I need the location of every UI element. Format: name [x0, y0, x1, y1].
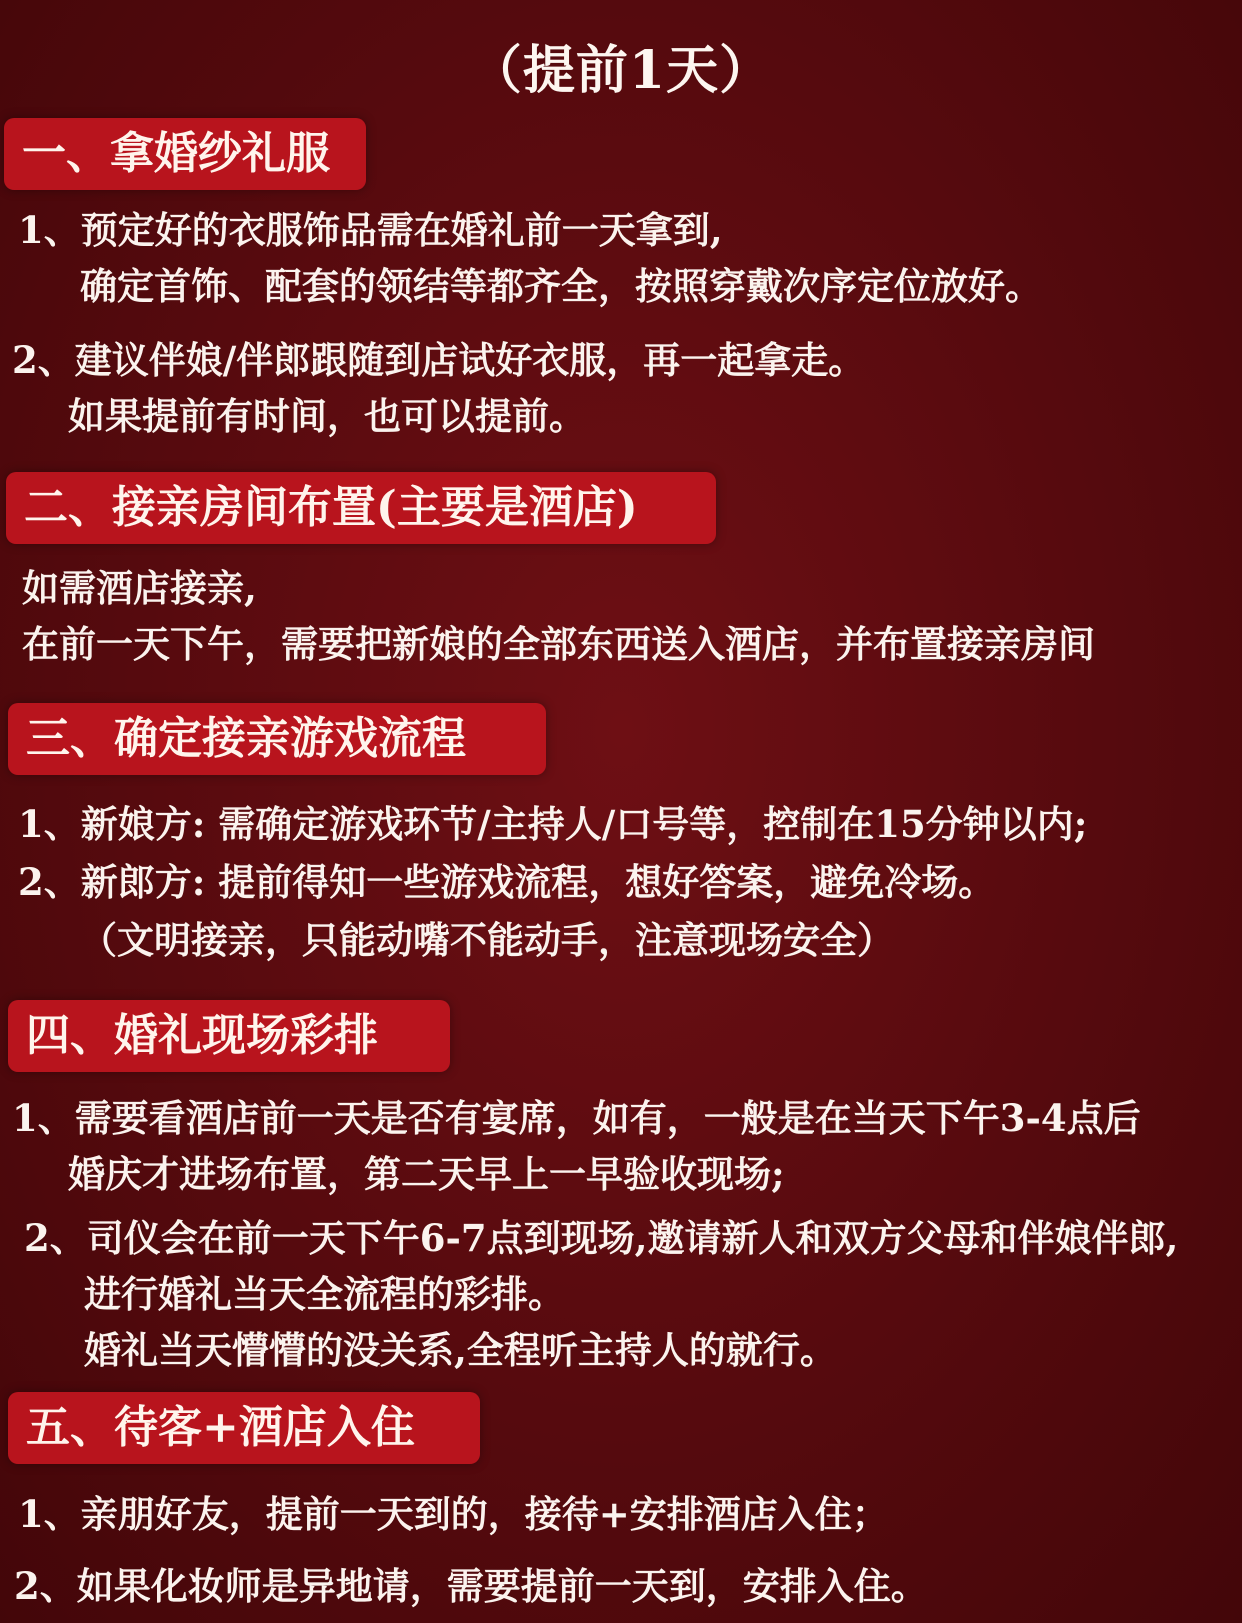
- section-1-line-2: 确定首饰、配套的领结等都齐全，按照穿戴次序定位放好。: [80, 264, 1042, 308]
- section-1-line-4: 如果提前有时间，也可以提前。: [68, 394, 586, 438]
- section-2-line-2: 在前一天下午，需要把新娘的全部东西送入酒店，并布置接亲房间: [22, 622, 1095, 666]
- section-5-line-2: 2、如果化妆师是异地请，需要提前一天到，安排入住。: [14, 1564, 928, 1608]
- section-4-line-2: 婚庆才进场布置，第二天早上一早验收现场;: [68, 1152, 785, 1196]
- section-header-2: 二、接亲房间布置(主要是酒店): [6, 472, 716, 544]
- section-3-line-3: （文明接亲，只能动嘴不能动手，注意现场安全）: [80, 918, 894, 962]
- section-header-5: 五、待客+酒店入住: [8, 1392, 480, 1464]
- section-5-line-1: 1、亲朋好友，提前一天到的，接待+安排酒店入住；: [18, 1492, 889, 1536]
- section-4-line-4: 进行婚礼当天全流程的彩排。: [84, 1272, 565, 1316]
- section-4-line-3: 2、司仪会在前一天下午6-7点到现场,邀请新人和双方父母和伴娘伴郎,: [24, 1216, 1179, 1260]
- section-header-3: 三、确定接亲游戏流程: [8, 703, 546, 775]
- section-2-line-1: 如需酒店接亲,: [22, 566, 257, 610]
- section-header-4: 四、婚礼现场彩排: [8, 1000, 450, 1072]
- section-3-line-1: 1、新娘方: 需确定游戏环节/主持人/口号等，控制在15分钟以内;: [18, 802, 1088, 846]
- section-3-line-2: 2、新郎方: 提前得知一些游戏流程，想好答案，避免冷场。: [18, 860, 996, 904]
- section-header-1: 一、拿婚纱礼服: [4, 118, 366, 190]
- section-4-line-5: 婚礼当天懵懵的没关系,全程听主持人的就行。: [84, 1328, 837, 1372]
- section-1-line-1: 1、预定好的衣服饰品需在婚礼前一天拿到,: [18, 208, 723, 252]
- section-1-line-3: 2、建议伴娘/伴郎跟随到店试好衣服，再一起拿走。: [12, 338, 866, 382]
- page-title: （提前1天）: [469, 40, 773, 101]
- section-4-line-1: 1、需要看酒店前一天是否有宴席，如有，一般是在当天下午3-4点后: [12, 1096, 1141, 1140]
